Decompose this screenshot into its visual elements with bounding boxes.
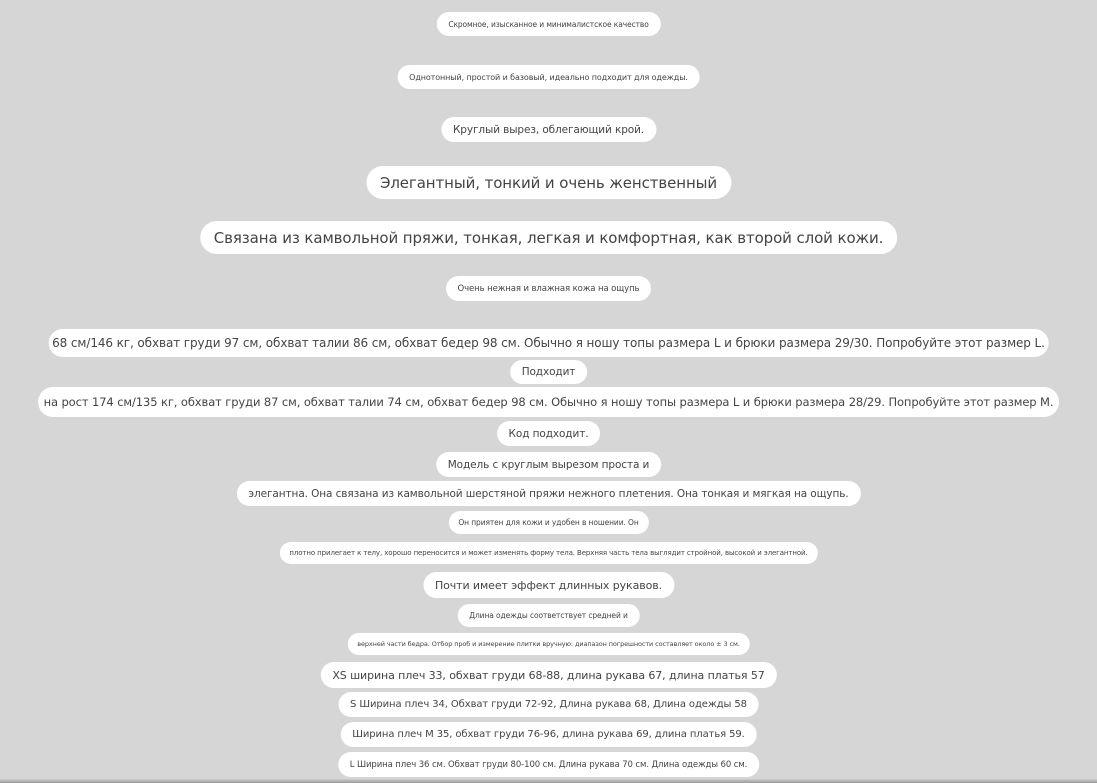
- fit-review-1-verdict: Подходит: [510, 360, 588, 384]
- product-note-6: Длина одежды соответствует средней и: [457, 604, 640, 627]
- size-chart-l: L Ширина плеч 36 см. Обхват груди 80-100 см. Длина рукава 70 см. Длина одежды 60 см.: [338, 752, 760, 777]
- description-line-5: Связана из камвольной пряжи, тонкая, легкая и комфортная, как второй слой кожи.: [200, 221, 898, 254]
- size-chart-xs: XS ширина плеч 33, обхват груди 68-88, длина рукава 67, длина платья 57: [320, 662, 776, 688]
- fit-review-2: на рост 174 см/135 кг, обхват груди 87 см, обхват талии 74 см, обхват бедер 98 см. Обычно я ношу топы размера L и брюки размера 28/29. Попробуйте этот размер M.: [38, 387, 1060, 417]
- fit-review-2-verdict: Код подходит.: [497, 421, 601, 446]
- size-chart-m: Ширина плеч M 35, обхват груди 76-96, длина рукава 69, длина платья 59.: [340, 722, 757, 747]
- product-note-4: плотно прилегает к телу, хорошо переносится и может изменять форму тела. Верхняя часть тела выглядит стройной, высокой и элегантной.: [279, 542, 817, 564]
- description-line-2: Однотонный, простой и базовый, идеально подходит для одежды.: [397, 65, 700, 89]
- bottom-divider: [0, 779, 1097, 783]
- product-note-5: Почти имеет эффект длинных рукавов.: [423, 572, 674, 598]
- page-scrollbar[interactable]: [1085, 0, 1097, 783]
- description-line-6: Очень нежная и влажная кожа на ощупь: [446, 276, 652, 301]
- description-line-1: Скромное, изысканное и минималистское качество: [436, 12, 660, 36]
- description-line-4: Элегантный, тонкий и очень женственный: [366, 166, 731, 199]
- product-note-3: Он приятен для кожи и удобен в ношении. Он: [448, 511, 648, 534]
- product-note-1: Модель с круглым вырезом проста и: [436, 452, 662, 477]
- product-note-7: верхней части бедра. Отбор проб и измерение плитки вручную: диапазон погрешности составляет около ± 3 см.: [347, 633, 749, 655]
- size-chart-s: S Ширина плеч 34, Обхват груди 72-92, Длина рукава 68, Длина одежды 58: [338, 692, 759, 717]
- fit-review-1: 68 см/146 кг, обхват груди 97 см, обхват талии 86 см, обхват бедер 98 см. Обычно я ношу топы размера L и брюки размера 29/30. Попробуйте этот размер L.: [48, 329, 1049, 357]
- description-line-3: Круглый вырез, облегающий крой.: [441, 117, 656, 142]
- product-note-2: элегантна. Она связана из камвольной шерстяной пряжи нежного плетения. Она тонкая и мягкая на ощупь.: [236, 481, 860, 506]
